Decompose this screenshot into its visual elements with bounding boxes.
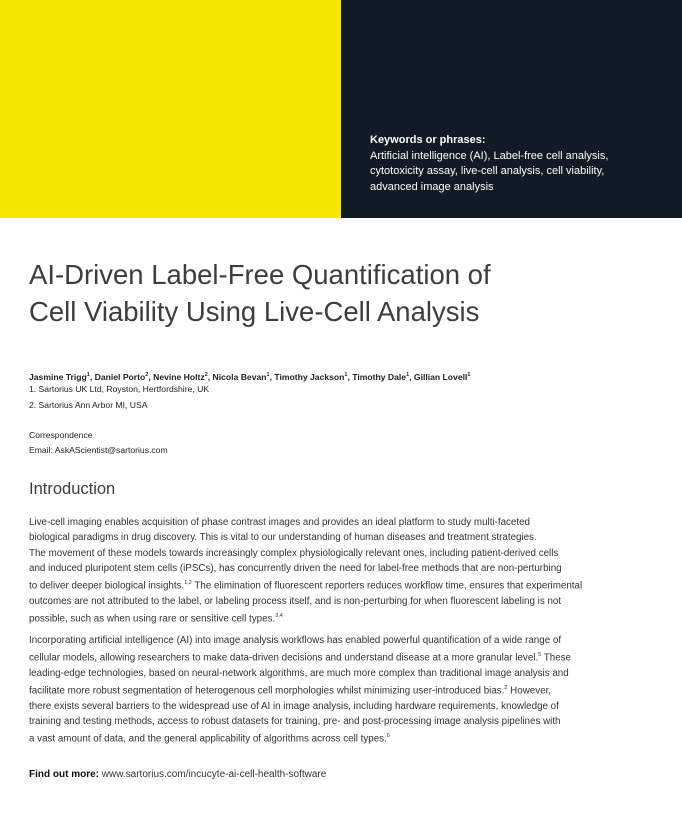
find-out-more [29,769,326,780]
find-out-more-link[interactable]: www.sartorius.com/incucyte-ai-cell-health-software [99,769,327,780]
paragraph-line [29,576,659,594]
page-title [29,256,649,330]
paragraph-line: and induced pluripotent stem cells (iPSCs), has concurrently driven the need for label-free methods that are non-perturbing [29,562,562,574]
author-name: Nevine Holtz [153,371,205,382]
author-name: Jasmine Trigg [29,371,87,382]
paragraph-line: biological paradigms in drug discovery. This is vital to our understanding of human diseases and treatment strategies. [29,532,537,544]
intro-paragraph-2 [29,633,659,747]
author-name: Nicola Bevan [212,371,267,382]
paragraph-line [29,681,659,699]
citation-mark: 2 [504,685,508,692]
author-name: Timothy Jackson [274,371,345,382]
paragraph-line: there exists several barriers to the widespread use of AI in image analysis, including hardware requirements, knowledge of [29,700,559,712]
text-run: a vast amount of data, and the general applicability of algorithms across cell types. [29,733,387,745]
citation-mark: 3,4 [275,613,283,620]
text-run: to deliver deeper biological insights. [29,580,185,592]
keywords-line: Artificial intelligence (AI), Label-free cell analysis, [370,149,609,162]
paragraph-line: training and testing methods, access to robust datasets for training, pre- and post-processing image analysis pipelines with [29,716,561,728]
text-run: However, [507,685,552,697]
citation-mark: 6 [386,733,390,740]
affiliation: 2. Sartorius Ann Arbor MI, USA [29,400,148,410]
author-affiliation-mark: 2 [145,372,149,378]
intro-paragraph-1 [29,515,659,627]
paragraph-line [29,609,659,627]
author-affiliation-mark: 1 [86,372,90,378]
keywords-line: advanced image analysis [370,180,494,193]
header-yellow-panel [0,0,341,218]
section-heading-introduction: Introduction [29,480,116,498]
text-run: The elimination of fluorescent reporters reduces workflow time, ensures that experimental [191,580,583,592]
citation-mark: 5 [538,652,542,659]
keywords-box [370,133,660,195]
author-affiliation-mark: 1 [467,372,471,378]
author-name: Daniel Porto [94,371,146,382]
paragraph-line: The movement of these models towards increasingly complex physiologically relevant ones, including patient-derived cells [29,547,559,559]
citation-mark: 1,2 [184,580,192,587]
paragraph-line [29,729,659,747]
author-list: Jasmine Trigg$^1$, Daniel Porto$^2$, Nevine Holtz$^2$, Nicola Bevan$^1$, Timothy Jackson$^1$, Timothy Dale$^1$, Gillian Lovell$^1$ [29,371,471,382]
text-run: facilitate more robust segmentation of heterogenous cell morphologies whilst minimizing user-introduced bias. [29,685,505,697]
text-run: These [541,652,572,664]
correspondence-email[interactable]: Email: AskAScientist@sartorius.com [29,445,168,455]
correspondence-label: Correspondence [29,430,93,440]
text-run: cellular models, allowing researchers to make data-driven decisions and understand disease at a more granular level. [29,652,539,664]
keywords-line: cytotoxicity assay, live-cell analysis, cell viability, [370,165,605,177]
paragraph-line: Live-cell imaging enables acquisition of phase contrast images and provides an ideal platform to study multi-faceted [29,517,531,528]
keywords-heading: Keywords or phrases: [370,134,486,146]
text-run: possible, such as when using rare or sensitive cell types. [29,613,276,625]
author-affiliation-mark: 2 [204,372,208,378]
paragraph-line: leading-edge technologies, based on neural-network algorithms, are much more complex than traditional image analysis and [29,667,569,679]
author-name: Gillian Lovell [413,371,468,382]
author-affiliation-mark: 1 [266,372,270,378]
author-affiliation-mark: 1 [406,372,410,378]
title-line: AI-Driven Label-Free Quantification of [29,259,491,290]
author-name: Timothy Dale [352,371,407,382]
affiliation: 1. Sartorius UK Ltd, Royston, Hertfordshire, UK [29,384,210,394]
find-out-more-label: Find out more: [29,769,99,780]
author-affiliation-mark: 1 [344,372,348,378]
paragraph-line: outcomes are not attributed to the label, or labeling process itself, and is non-perturbing for when fluorescent labeling is not [29,595,562,607]
paragraph-line [29,648,659,666]
paragraph-line: Incorporating artificial intelligence (AI) into image analysis workflows has enabled powerful quantification of a wide range of [29,635,562,646]
title-line: Cell Viability Using Live-Cell Analysis [29,296,480,327]
